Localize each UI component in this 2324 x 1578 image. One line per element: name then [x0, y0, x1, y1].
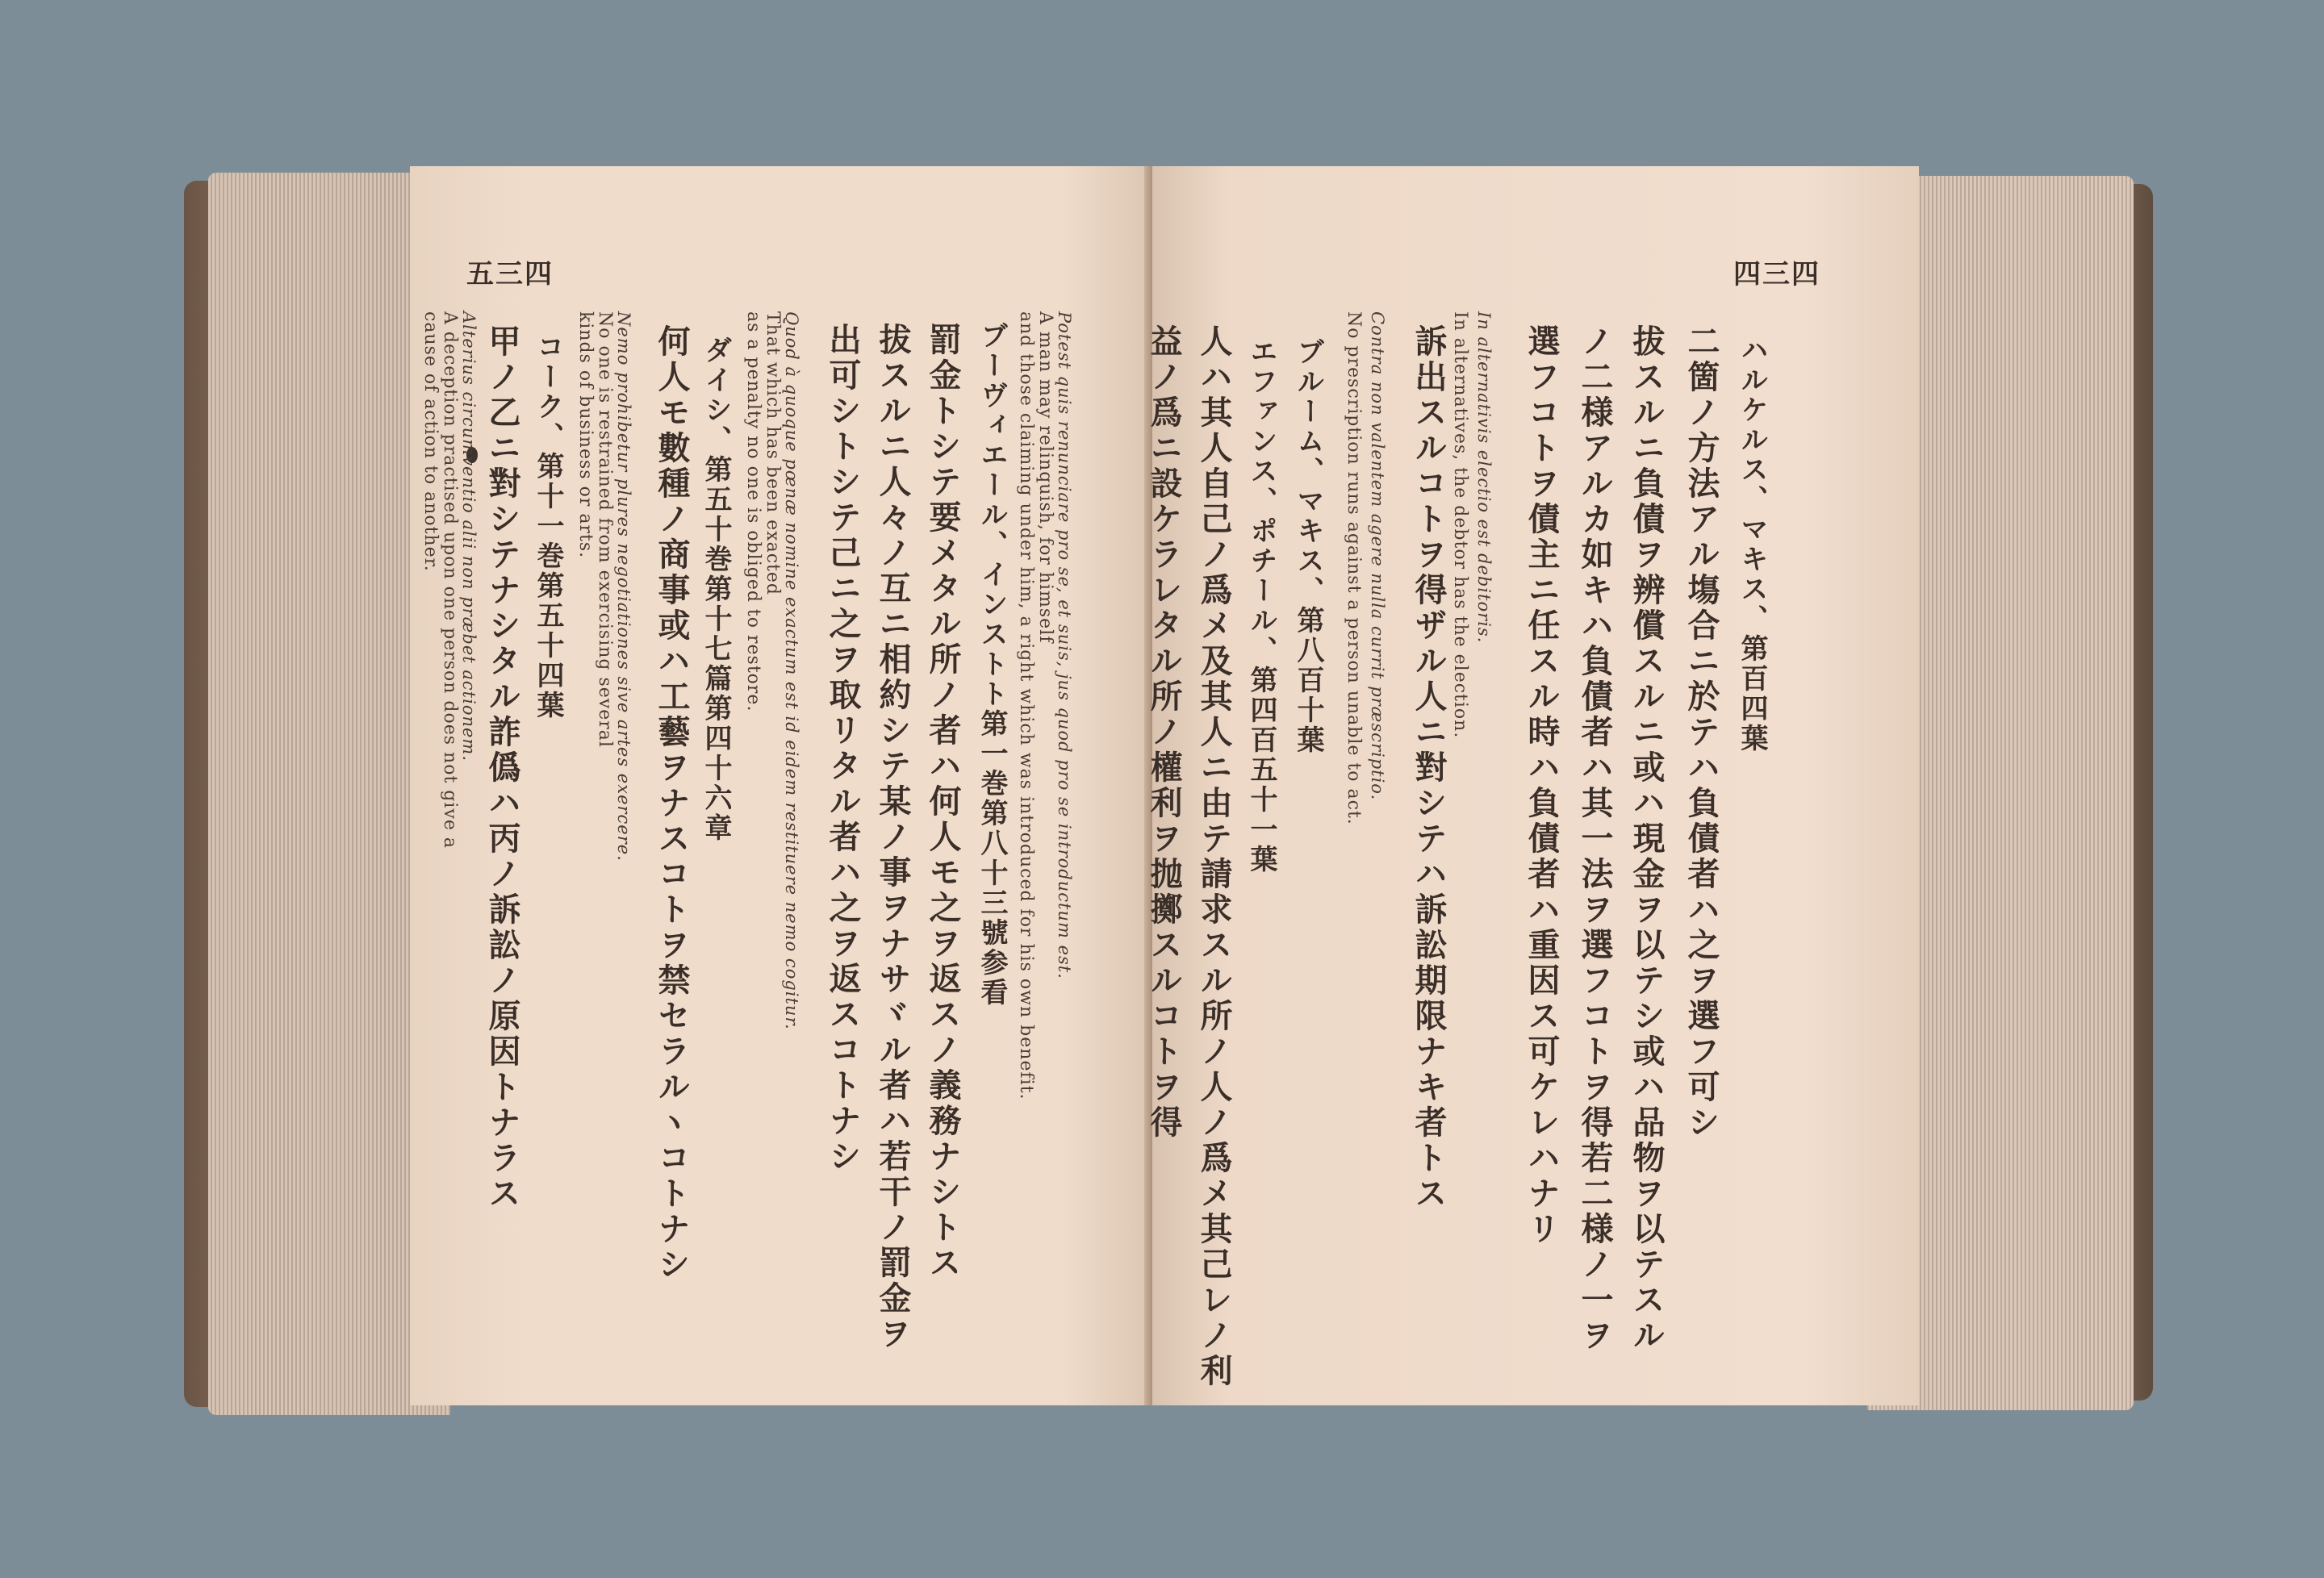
left-page-column: That which has been exacted	[763, 311, 783, 595]
right-page-column: In alternativis electio est debitoris.	[1474, 311, 1494, 644]
left-page-column: A deception practised upon one person does not give a	[440, 311, 460, 849]
right-page-column: 拔スルニ負債ヲ辨償スルニ或ハ現金ヲ以テシ或ハ品物ヲ以テスル	[1628, 324, 1666, 1354]
right-page-column: 益ノ爲ニ設ケラレタル所ノ權利ヲ抛擲スルコトヲ得	[1145, 324, 1183, 1141]
left-page-column: ダイシ、第五十巻第十七篇第四十六章	[700, 336, 732, 843]
left-page-column: Alterius circumventio alii non præbet actionem.	[459, 311, 479, 762]
left-page-column: as a penalty no one is obliged to restore.	[743, 311, 763, 712]
left-page-column: 何人モ數種ノ商事或ハ工藝ヲナスコトヲ禁セラルヽコトナシ	[653, 324, 691, 1283]
right-page	[1145, 166, 1919, 1405]
right-page-column: エファンス、ポチール、第四百五十一葉	[1245, 337, 1277, 875]
left-page-column: and those claiming under him, a right which was introduced for his own benefit.	[1016, 311, 1036, 1100]
left-page-column: ブーヴィエール、インストト第一巻第八十三號参看	[976, 321, 1008, 1008]
left-page-column: Nemo prohibetur plures negotiationes sive artes exercere.	[614, 311, 633, 862]
right-page-column: Contra non valentem agere nulla currit præscriptio.	[1368, 311, 1387, 801]
left-page	[410, 166, 1152, 1405]
right-page-column: ブルーム、マキス、第八百十葉	[1292, 337, 1324, 755]
left-page-column: 拔スルニ人々ノ互ニ相約シテ某ノ事ヲナサヾル者ハ若干ノ罰金ヲ	[874, 323, 912, 1352]
left-page-column: 罰金トシテ要メタル所ノ者ハ何人モ之ヲ返スノ義務ナシトス	[924, 323, 962, 1281]
right-page-column: 人ハ其人自己ノ爲メ及其人ニ由テ請求スル所ノ人ノ爲メ其己レノ利	[1195, 324, 1233, 1389]
open-book	[184, 161, 2153, 1428]
right-page-number: 四三四	[1733, 258, 1820, 290]
left-page-column: No one is restrained from exercising several	[595, 311, 615, 748]
left-page-column: Quod à quoque pœnæ nomine exactum est id eidem restituere nemo cogitur.	[782, 311, 801, 1030]
right-page-column: 選フコトヲ債主ニ任スル時ハ負債者ハ重因ス可ケレハナリ	[1523, 324, 1561, 1247]
left-page-column: kinds of business or arts.	[575, 311, 596, 559]
left-page-column: 出可シトシテ己ニ之ヲ取リタル者ハ之ヲ返スコトナシ	[824, 323, 862, 1175]
left-page-column: コーク、第十一巻第五十四葉	[532, 332, 564, 720]
right-page-column: 訴出スルコトヲ得ザル人ニ對シテハ訴訟期限ナキ者トス	[1410, 324, 1448, 1212]
right-page-column: ハルケルス、マキス、第百四葉	[1736, 336, 1768, 754]
right-page-column: 二箇ノ方法アル塲合ニ於テハ負債者ハ之ヲ選フ可シ	[1682, 324, 1720, 1141]
left-page-number: 五三四	[466, 258, 554, 290]
right-page-column: ノ二様アルカ如キハ負債者ハ其一法ヲ選フコトヲ得若二様ノ一ヲ	[1576, 324, 1614, 1354]
right-page-column: No prescription runs against a person unable to act.	[1344, 311, 1364, 825]
right-page-column: In alternatives, the debtor has the election.	[1450, 311, 1470, 739]
left-page-column: cause of action to another.	[420, 311, 441, 572]
left-page-column: A man may relinquish, for himself	[1035, 311, 1055, 644]
left-page-column: 甲ノ乙ニ對シテナシタル詐僞ハ丙ノ訴訟ノ原因トナラス	[483, 324, 521, 1212]
left-page-column: Potest quis renunciare pro se, et suis, jus quod pro se introductum est.	[1055, 311, 1074, 979]
